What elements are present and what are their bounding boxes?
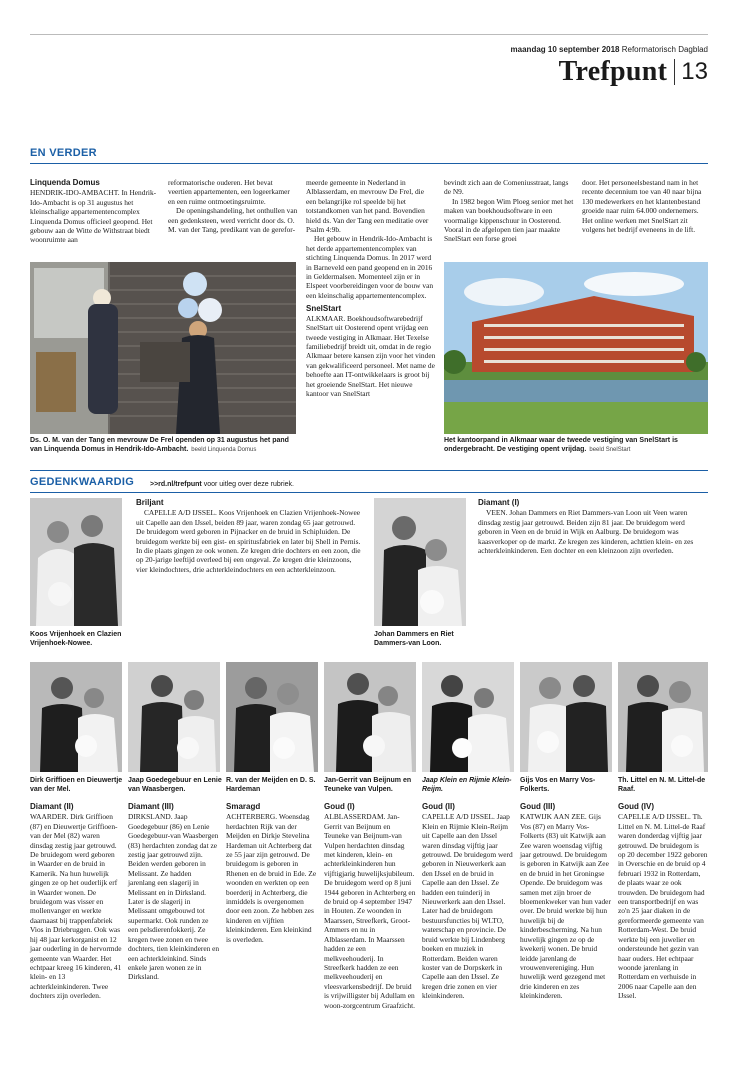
snelstart-col-5 — [582, 178, 708, 234]
en-verder-rule — [30, 163, 708, 164]
briljant-title: Briljant — [136, 498, 164, 507]
couple-caption-3: R. van der Meijden en D. S. Hardeman — [226, 777, 316, 793]
diamant-1-photo — [374, 498, 466, 626]
rubriek-note — [150, 481, 294, 488]
snelstart-title: SnelStart — [306, 304, 342, 314]
section-title: Trefpunt — [558, 56, 668, 87]
en-verder-heading: EN VERDER — [30, 147, 97, 159]
announcement-column-4 — [324, 802, 416, 1010]
snelstart-text: ALKMAAR. Boekhoudsoftwarebedrijf SnelStart uit Oosterend opent vrijdag een tweede vestiging in Alkmaar. Het Texelse familiebedrijf breidt uit, omdat in de regio Alkmaar betere kansen zijn voor het vinden van gekwalificeerd personeel. Met name de behoefte aan IT-ontwikkelaars is groot bij het groeiende SnelStart. Het nieuwe kantoor van SnelStart — [306, 313, 436, 398]
announcement-column-6 — [520, 802, 612, 1001]
couple-photo-6 — [520, 662, 612, 772]
paper-name: Reformatorisch Dagblad — [621, 45, 708, 54]
couple-photo-1 — [30, 662, 122, 772]
snelstart-caption-credit: beeld SnelStart — [589, 447, 631, 453]
snelstart-text-4b: In 1982 begon Wim Ploeg senior met het maken van boekhoudsoftware in een voormalige kippenschuur in Oosterend. Vooral in de afgelopen tien jaar maakte SnelStart een forse groei — [444, 196, 574, 244]
announcement-column-1 — [30, 802, 122, 1001]
diamant-1-column — [478, 498, 708, 555]
linquenda-dateline: HENDRIK-IDO-AMBACHT. — [30, 188, 120, 198]
issue-date: maandag 10 september 2018 — [510, 45, 620, 54]
linquenda-title: Linquenda Domus — [30, 178, 100, 187]
announcement-title-7: Goud (IV) — [618, 802, 654, 811]
opening-caption-text: Ds. O. M. van der Tang en mevrouw De Frel openden op 31 augustus het pand van Linquenda Domus in Hendrik-Ido-Ambacht. — [30, 437, 289, 453]
diamant-1-caption: Johan Dammers en Riet Dammers-van Loon. — [374, 631, 454, 647]
snelstart-photo-caption — [444, 436, 708, 455]
announcement-text-2: DIRKSLAND. Jaap Goedegebuur (86) en Lenie Goedegebuur-van Waasbergen (83) herdachten zondag dat ze zestig jaar getrouwd zijn. Beiden werden geboren in Melissant. Ze hadden jarenlang een slagerij in Melissant en in Dirksland. Later is de slagerij in Melissant omgebouwd tot supermarkt. Ook runden ze een pelsdierenfokkerij. Ze kregen twee zonen en twee dochters, tien kleinkinderen en een achterkleinkind. Sinds enkele jaren wonen ze in Dirksland. — [128, 812, 220, 982]
masthead — [559, 56, 708, 88]
couple-photo-5 — [422, 662, 514, 772]
snelstart-caption-text: Het kantoorpand in Alkmaar waar de tweede vestiging van SnelStart is ondergebracht. De vestiging opent vrijdag. — [444, 437, 678, 453]
opening-ceremony-photo — [30, 262, 296, 434]
opening-photo-caption — [30, 436, 302, 455]
announcement-text-6: KATWIJK AAN ZEE. Gijs Vos (87) en Marry Vos-Folkerts (83) uit Katwijk aan Zee waren woensdag vijftig jaar getrouwd. De bruidegom is geboren in Katwijk aan Zee en de bruid in het Groningse Opende. De bruidegom was samen met zijn broer de bloemenkweker van hun vader over. De bruid werkte bij hun huwelijk bij de kinderbescherming. Na hun huwelijk gingen ze op de kwekerij wonen. De bruid leidde jarenlang de vrouwenvereniging. Hun huwelijk werd gezegend met drie kinderen en zes kleinkinderen. — [520, 812, 611, 1001]
announcement-text-1: WAARDER. Dirk Griffioen (87) en Dieuwertje Griffioen-van der Mel (82) waren dinsdag zestig jaar getrouwd. De bruidegom werd geboren in Waarder en de bruid in Kamerik. Na hun huwelijk gingen ze op het ouderlijk erf in Waarder wonen. De bruidegom was visser en mollenvanger en werkte daarnaast bij trappenfabriek Vios in Driebruggen. Ook was hij 48 jaar kerkorganist en 12 jaar ouderling in de hervormde gemeente van Waarder. Het echtpaar kreeg 16 kinderen, 41 klein- en 13 achterkleinkinderen. Twee dochters zijn overleden. — [30, 812, 122, 1001]
announcement-text-3: ACHTERBERG. Woensdag herdachten Rijk van der Meijden en Dirkje Stevelina Hardeman uit Achterberg dat ze 55 jaar zijn getrouwd. De bruidegom is geboren in Rhenen en de bruid in Ede. Ze woonden en werkten op een boerderij in Achterberg, die inmiddels is overgenomen door een zoon. Ze hebben zes kinderen en vijftien kleinkinderen. Een kleinkind is overleden. — [226, 812, 317, 944]
rubriek-link[interactable]: >>rd.nl/trefpunt — [150, 481, 202, 488]
gedenkwaardig-heading: GEDENKWAARDIG — [30, 476, 135, 488]
couple-caption-5: Jaap Klein en Rijmie Klein-Reijm. — [422, 777, 512, 793]
linquenda-text-2a: reformatorische ouderen. Het bevat veertien appartementen, een logeerkamer en een ruime ontmoetingsruimte. — [168, 178, 290, 206]
page-number: 13 — [681, 58, 708, 85]
announcement-column-5 — [422, 802, 514, 1001]
announcement-title-6: Goud (III) — [520, 802, 556, 811]
snelstart-col-4 — [444, 178, 574, 244]
couple-caption-2: Jaap Goedegebuur en Lenie van Waasbergen. — [128, 777, 222, 793]
snelstart-text-4a: bevindt zich aan de Comeniusstraat, langs de N9. — [444, 178, 569, 197]
briljant-column — [136, 498, 361, 574]
linquenda-col-1 — [30, 178, 160, 245]
announcement-title-2: Diamant (III) — [128, 802, 174, 811]
announcement-title-1: Diamant (II) — [30, 802, 74, 811]
linquenda-text-3a: meerde gemeente in Nederland in Alblasserdam, en mevrouw De Frel, die een belangrijke rol speelde bij het totstandkomen van het pand. Bovendien hield ds. Van der Tang een meditatie over Psalm 4:9b. — [306, 178, 429, 235]
diamant-1-title: Diamant (I) — [478, 498, 520, 507]
announcement-column-3 — [226, 802, 318, 944]
briljant-photo — [30, 498, 122, 626]
announcement-column-7 — [618, 802, 708, 1001]
announcement-text-7: CAPELLE A/D IJSSEL. Th. Littel en N. M. Littel-de Raaf waren donderdag vijftig jaar getrouwd. De bruidegom is op 20 december 1922 geboren in Overschie en de bruid op 4 februari 1932 in Rotterdam, de plaats waar ze ook trouwden. De bruidegom had een transportbedrijf en was zo'n 25 jaar diaken in de gereformeerde gemeente van Rotterdam-West. De bruid werkte bij een juwelier en ondersteunde het gezin van haar ouders. Het echtpaar woonde jarenlang in Rotterdam en verhuisde in 2006 naar Capelle aan den IJssel. — [618, 812, 708, 1001]
announcement-column-2 — [128, 802, 220, 982]
snelstart-text-5: door. Het personeelsbestand nam in het recente decennium toe van 40 naar bijna 130 medewerkers en het klantenbestand groeide naar ruim 64.000 ondernemers. Het online werken met SnelStart zit volgens het bedrijf eveneens in de lift. — [582, 178, 702, 235]
linquenda-text-3b: Het gebouw in Hendrik-Ido-Ambacht is het derde appartementencomplex van stichting Linquenda Domus. In 2017 werd in Barneveld een pand geopend en in 2016 in Geldermalsen. Momenteel zijn er in Elspeet voorbereidingen voor de bouw van een kleinschalig appartementencomplex. — [306, 234, 434, 300]
masthead-divider — [674, 59, 675, 85]
announcement-title-5: Goud (II) — [422, 802, 455, 811]
announcement-title-3: Smaragd — [226, 802, 261, 811]
briljant-caption: Koos Vrijenhoek en Clazien Vrijenhoek-Nowee. — [30, 631, 122, 647]
linquenda-text-2b: De openingshandeling, het onthullen van een gedenksteen, werd verricht door ds. O. M. van der Tang, predikant van de gerefor- — [168, 206, 298, 235]
dateline — [511, 45, 708, 54]
couple-photo-7 — [618, 662, 708, 772]
announcement-text-5: CAPELLE A/D IJSSEL. Jaap Klein en Rijmie Klein-Reijm uit Capelle aan den IJssel waren dinsdag vijftig jaar getrouwd. De bruidegom werd geboren in Nieuwerkerk aan den IJssel en de bruid in Capelle aan den IJssel. Ze hadden een tuinderij in Nieuwerkerk aan den IJssel. Later had de bruidegom bestuursfuncties bij WLTO, waterschap en provincie. De bruid werkte bij Lindenberg boeken en muziek in Rotterdam. Beiden waren koster van de Dorpskerk in Capelle aan den IJssel. Ze kregen drie zonen en vier kleinkinderen. — [422, 812, 513, 1001]
linquenda-col-3 — [306, 178, 436, 398]
diamant-1-text: VEEN. Johan Dammers en Riet Dammers-van Loon uit Veen waren dinsdag zestig jaar getrouwd. Beiden zijn 81 jaar. De bruidegom werd geboren in Veen en de bruid in Wijk en Aalburg. De bruidegom was kaasverkoper op de markt. Ze kregen zes kinderen, achttien klein- en zes achterkleinkinderen. Een dochter en een kleinzoon zijn overleden. — [478, 508, 694, 556]
linquenda-col-2 — [168, 178, 298, 234]
couple-caption-4: Jan-Gerrit van Beijnum en Teuneke van Vulpen. — [324, 777, 412, 793]
gedenkwaardig-top-rule — [30, 470, 708, 471]
announcement-text-4: ALBLASSERDAM. Jan-Gerrit van Beijnum en Teuneke van Beijnum-van Vulpen herdachten dinsdag met kinderen, klein- en achterkleinkinderen hun vijftigjarig huwelijksjubileum. De bruidegom werd op 8 juni 1944 geboren in Achterberg en de bruid op 4 september 1947 in Houten. Ze woonden in Maarssen, Streefkerk, Groot-Ammers en nu in Alblasserdam. In Maarssen hadden ze een melkveehouderij. In Streefkerk hadden ze een melkveehouderij en vleesvarkensbedrijf. De bruid is vrijwilligster bij Adullam en woon-zorgcentrum Graafzicht. — [324, 812, 416, 1010]
opening-caption-credit: beeld Linquenda Domus — [191, 447, 257, 453]
snelstart-office-photo — [444, 262, 708, 434]
top-rule — [30, 34, 708, 35]
couple-caption-1: Dirk Griffioen en Dieuwertje van der Mel. — [30, 777, 123, 793]
couple-photo-2 — [128, 662, 220, 772]
couple-photo-4 — [324, 662, 416, 772]
rubriek-note-text: voor uitleg over deze rubriek. — [203, 481, 294, 488]
gedenkwaardig-rule — [30, 492, 708, 493]
briljant-text: CAPELLE A/D IJSSEL. Koos Vrijenhoek en Clazien Vrijenhoek-Nowee uit Capelle aan den IJssel, beiden 89 jaar, waren zondag 65 jaar getrouwd. De bruidegom werd geboren in Pijnacker en de bruid in Schipluiden. De bruidegom werkte bij een gist- en spiritusfabriek en later bij Shell in Pernis. In die plaats gingen ze ook wonen. Ze kregen drie dochters en een zoon, die op 20-jarige leeftijd overleed bij een ongeval. Ze kregen drie kleinzoons, vier kleindochters, drie achterkleindochters en een achterkleinzoon. — [136, 508, 361, 574]
couple-photo-3 — [226, 662, 318, 772]
announcement-title-4: Goud (I) — [324, 802, 355, 811]
couple-caption-6: Gijs Vos en Marry Vos-Folkerts. — [520, 777, 596, 793]
linquenda-text-1: In Hendrik-Ido-Ambacht is op 31 augustus het kleinschalige appartementencomplex Linquenda Domus officieel geopend. Het gebouw aan de Witte de Withstraat biedt woonruimte aan — [30, 188, 157, 245]
couple-caption-7: Th. Littel en N. M. Littel-de Raaf. — [618, 777, 706, 793]
